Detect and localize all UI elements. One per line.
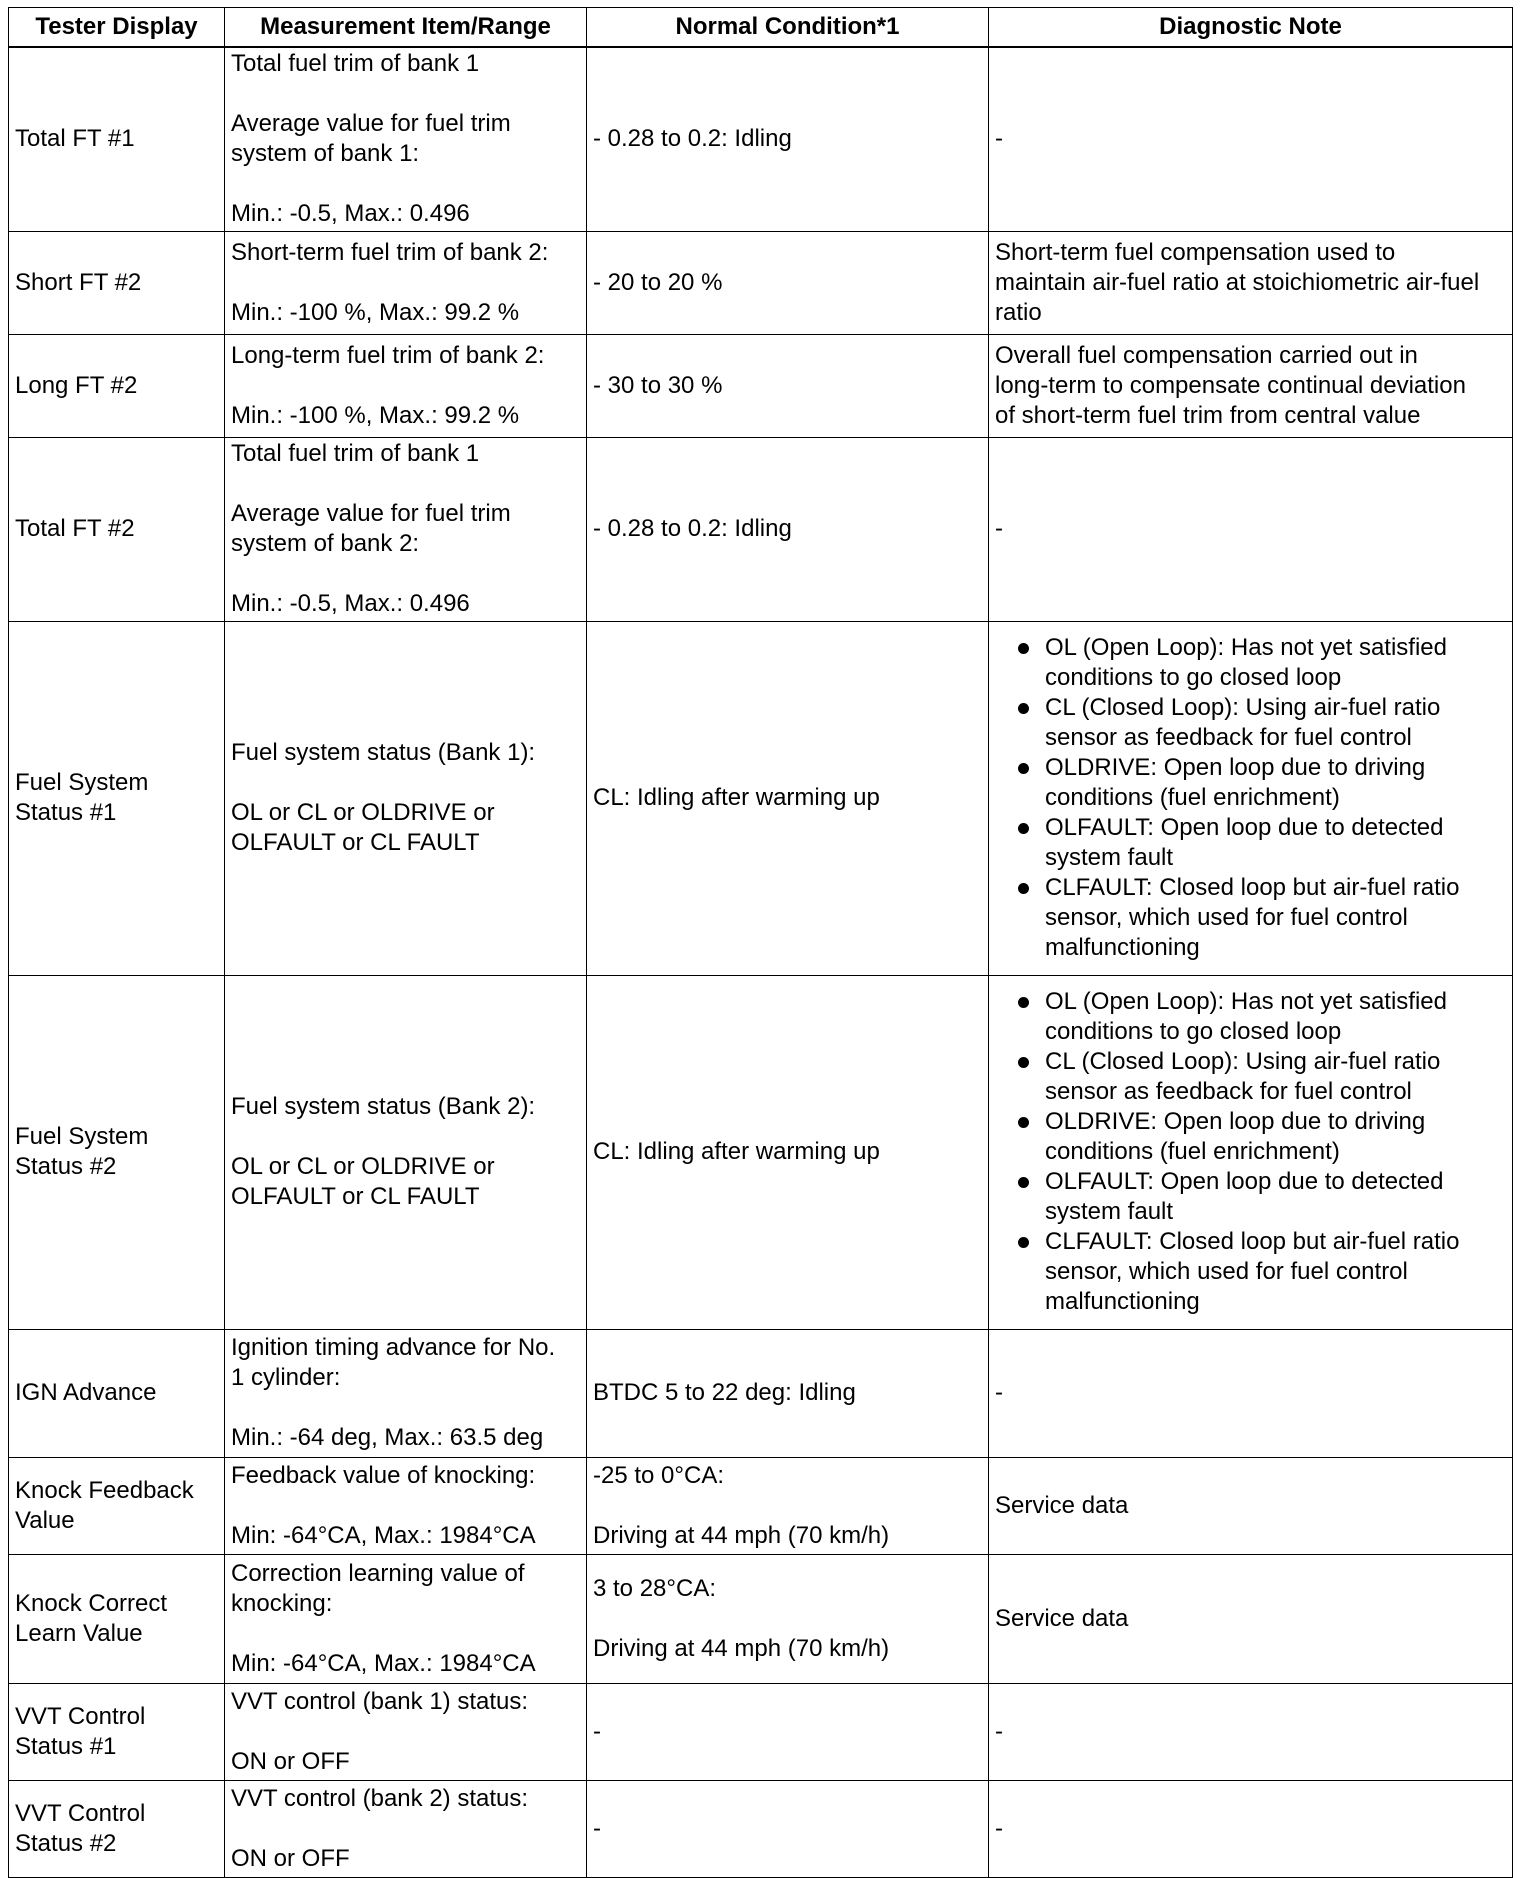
measurement-cell: VVT control (bank 1) status: ON or OFF (225, 1683, 587, 1780)
list-item: CL (Closed Loop): Using air-fuel ratio sensor as feedback for fuel control (995, 693, 1506, 753)
normal-condition-cell: - (587, 1683, 989, 1780)
diagnostic-note-cell: - (989, 1780, 1513, 1877)
list-item: OLFAULT: Open loop due to detected system fault (995, 1167, 1506, 1227)
table-row (9, 1780, 1513, 1877)
header-row (9, 8, 1513, 48)
tester-display-cell: IGN Advance (9, 1329, 225, 1457)
normal-condition-cell: - 0.28 to 0.2: Idling (587, 437, 989, 621)
diagnostic-note-cell (989, 621, 1513, 975)
tester-display-cell: VVT Control Status #1 (9, 1683, 225, 1780)
diagnostic-note-cell: - (989, 1683, 1513, 1780)
list-item: OL (Open Loop): Has not yet satisfied conditions to go closed loop (995, 633, 1506, 693)
data-list-table (8, 7, 1513, 1878)
list-item: CLFAULT: Closed loop but air-fuel ratio sensor, which used for fuel control malfunctioning (995, 873, 1506, 963)
diagnostic-note-cell: Service data (989, 1457, 1513, 1554)
measurement-cell: Fuel system status (Bank 2): OL or CL or OLDRIVE or OLFAULT or CL FAULT (225, 975, 587, 1329)
table-row (9, 334, 1513, 437)
diagnostic-note-cell: Short-term fuel compensation used to maintain air-fuel ratio at stoichiometric air-fuel ratio (989, 231, 1513, 334)
list-item: CLFAULT: Closed loop but air-fuel ratio sensor, which used for fuel control malfunctioning (995, 1227, 1506, 1317)
tester-display-cell: Knock Feedback Value (9, 1457, 225, 1554)
status-note-list (995, 987, 1506, 1317)
diagnostic-note-cell: - (989, 1329, 1513, 1457)
normal-condition-cell: - 20 to 20 % (587, 231, 989, 334)
diagnostic-note-cell (989, 975, 1513, 1329)
header-diagnostic-note: Diagnostic Note (989, 8, 1513, 48)
tester-display-cell: Fuel System Status #1 (9, 621, 225, 975)
measurement-cell: Total fuel trim of bank 1 Average value for fuel trim system of bank 2: Min.: -0.5, Max.: 0.496 (225, 437, 587, 621)
measurement-cell: VVT control (bank 2) status: ON or OFF (225, 1780, 587, 1877)
header-tester-display: Tester Display (9, 8, 225, 48)
diagnostic-note-cell: - (989, 47, 1513, 231)
table-row (9, 1457, 1513, 1554)
table-row (9, 47, 1513, 231)
table-row (9, 975, 1513, 1329)
measurement-cell: Correction learning value of knocking: Min: -64°CA, Max.: 1984°CA (225, 1554, 587, 1683)
normal-condition-cell: CL: Idling after warming up (587, 975, 989, 1329)
measurement-cell: Ignition timing advance for No. 1 cylinder: Min.: -64 deg, Max.: 63.5 deg (225, 1329, 587, 1457)
normal-condition-cell: BTDC 5 to 22 deg: Idling (587, 1329, 989, 1457)
list-item: CL (Closed Loop): Using air-fuel ratio sensor as feedback for fuel control (995, 1047, 1506, 1107)
table-row (9, 437, 1513, 621)
header-normal-condition: Normal Condition*1 (587, 8, 989, 48)
tester-display-cell: Long FT #2 (9, 334, 225, 437)
diagnostic-note-cell: Service data (989, 1554, 1513, 1683)
normal-condition-cell: -25 to 0°CA: Driving at 44 mph (70 km/h) (587, 1457, 989, 1554)
tester-display-cell: Total FT #2 (9, 437, 225, 621)
table-row (9, 231, 1513, 334)
list-item: OLFAULT: Open loop due to detected system fault (995, 813, 1506, 873)
tester-display-cell: Total FT #1 (9, 47, 225, 231)
measurement-cell: Fuel system status (Bank 1): OL or CL or OLDRIVE or OLFAULT or CL FAULT (225, 621, 587, 975)
status-note-list (995, 633, 1506, 963)
tester-display-cell: Knock Correct Learn Value (9, 1554, 225, 1683)
list-item: OLDRIVE: Open loop due to driving conditions (fuel enrichment) (995, 1107, 1506, 1167)
table-row (9, 1329, 1513, 1457)
list-item: OL (Open Loop): Has not yet satisfied conditions to go closed loop (995, 987, 1506, 1047)
measurement-cell: Short-term fuel trim of bank 2: Min.: -100 %, Max.: 99.2 % (225, 231, 587, 334)
measurement-cell: Total fuel trim of bank 1 Average value for fuel trim system of bank 1: Min.: -0.5, Max.: 0.496 (225, 47, 587, 231)
measurement-cell: Feedback value of knocking: Min: -64°CA, Max.: 1984°CA (225, 1457, 587, 1554)
normal-condition-cell: 3 to 28°CA: Driving at 44 mph (70 km/h) (587, 1554, 989, 1683)
normal-condition-cell: - 30 to 30 % (587, 334, 989, 437)
tester-display-cell: Fuel System Status #2 (9, 975, 225, 1329)
normal-condition-cell: - (587, 1780, 989, 1877)
normal-condition-cell: - 0.28 to 0.2: Idling (587, 47, 989, 231)
header-measurement: Measurement Item/Range (225, 8, 587, 48)
diagnostic-note-cell: Overall fuel compensation carried out in long-term to compensate continual deviation of short-term fuel trim from central value (989, 334, 1513, 437)
list-item: OLDRIVE: Open loop due to driving conditions (fuel enrichment) (995, 753, 1506, 813)
table-row (9, 621, 1513, 975)
tester-display-cell: VVT Control Status #2 (9, 1780, 225, 1877)
diagnostic-note-cell: - (989, 437, 1513, 621)
table-row (9, 1683, 1513, 1780)
tester-display-cell: Short FT #2 (9, 231, 225, 334)
measurement-cell: Long-term fuel trim of bank 2: Min.: -100 %, Max.: 99.2 % (225, 334, 587, 437)
table-row (9, 1554, 1513, 1683)
normal-condition-cell: CL: Idling after warming up (587, 621, 989, 975)
